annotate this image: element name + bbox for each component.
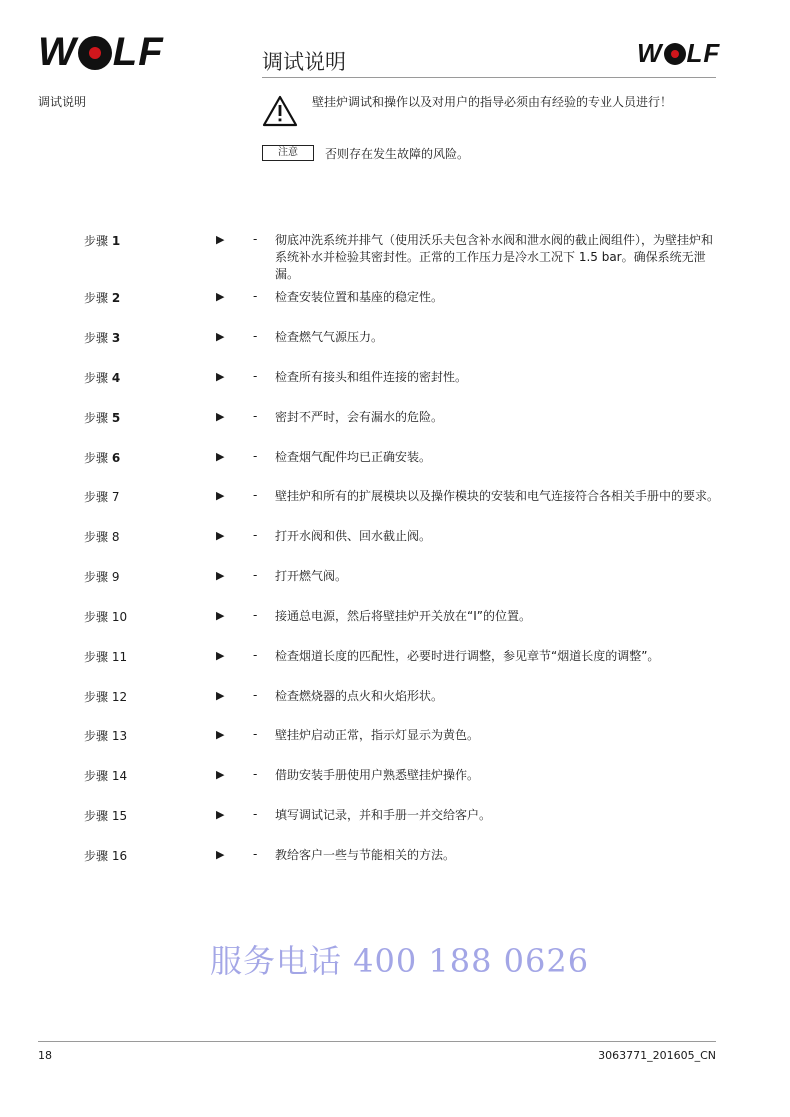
step-prefix: 步骤 bbox=[84, 729, 112, 743]
step-prefix: 步骤 bbox=[84, 610, 112, 624]
step-label bbox=[84, 847, 127, 864]
header-divider bbox=[262, 77, 716, 78]
step-label bbox=[84, 369, 120, 386]
step-arrow-icon: ▶ bbox=[216, 330, 225, 343]
step-number: 7 bbox=[111, 490, 120, 504]
note-text: 否则存在发生故障的风险。 bbox=[325, 147, 470, 161]
step-arrow-icon: ▶ bbox=[216, 649, 225, 662]
step-number: 11 bbox=[111, 650, 128, 664]
step-prefix: 步骤 bbox=[84, 650, 112, 664]
step-label bbox=[84, 608, 127, 625]
step-arrow-icon: ▶ bbox=[216, 489, 225, 502]
logo-text-w: W bbox=[38, 30, 77, 74]
step-text: 检查安装位置和基座的稳定性。 bbox=[275, 290, 444, 304]
step-text: 彻底冲洗系统并排气（使用沃乐夫包含补水阀和泄水阀的截止阀组件），为壁挂炉和系统补水并检验其密封性。正常的工作压力是冷水工况下 1.5 bar。确保系统无泄漏。 bbox=[275, 233, 714, 281]
step-arrow-icon: ▶ bbox=[216, 848, 225, 861]
step-arrow-icon: ▶ bbox=[216, 529, 225, 542]
step-text: 填写调试记录，并和手册一并交给客户。 bbox=[275, 808, 492, 822]
step-label bbox=[84, 409, 120, 426]
warning-text: 壁挂炉调试和操作以及对用户的指导必须由有经验的专业人员进行！ bbox=[312, 95, 673, 109]
step-dash: - bbox=[253, 409, 258, 423]
step-text: 检查烟道长度的匹配性，必要时进行调整，参见章节“烟道长度的调整”。 bbox=[275, 649, 660, 663]
step-label bbox=[84, 648, 127, 665]
step-label bbox=[84, 727, 127, 744]
step-prefix: 步骤 bbox=[84, 809, 112, 823]
step-text: 壁挂炉和所有的扩展模块以及操作模块的安装和电气连接符合各相关手册中的要求。 bbox=[275, 489, 720, 503]
step-number: 3 bbox=[111, 331, 121, 345]
step-dash: - bbox=[253, 727, 258, 741]
step-text: 检查燃气气源压力。 bbox=[275, 330, 384, 344]
step-dash: - bbox=[253, 847, 258, 861]
step-prefix: 步骤 bbox=[84, 570, 112, 584]
step-prefix: 步骤 bbox=[84, 690, 112, 704]
step-dash: - bbox=[253, 608, 258, 622]
service-phone-watermark: 服务电话 400 188 0626 bbox=[210, 942, 590, 980]
step-dash: - bbox=[253, 568, 258, 582]
step-dash: - bbox=[253, 369, 258, 383]
footer-divider bbox=[38, 1041, 716, 1042]
logo-small-o-mark bbox=[664, 43, 686, 65]
step-text: 打开燃气阀。 bbox=[275, 569, 348, 583]
step-number: 10 bbox=[111, 610, 128, 624]
step-prefix: 步骤 bbox=[84, 530, 112, 544]
step-number: 13 bbox=[111, 729, 128, 743]
step-arrow-icon: ▶ bbox=[216, 689, 225, 702]
step-prefix: 步骤 bbox=[84, 451, 112, 465]
step-text: 检查烟气配件均已正确安装。 bbox=[275, 450, 432, 464]
logo-text-lf: LF bbox=[112, 30, 164, 74]
step-number: 9 bbox=[111, 570, 120, 584]
step-arrow-icon: ▶ bbox=[216, 808, 225, 821]
step-dash: - bbox=[253, 528, 258, 542]
step-arrow-icon: ▶ bbox=[216, 569, 225, 582]
step-prefix: 步骤 bbox=[84, 769, 112, 783]
step-text: 密封不严时，会有漏水的危险。 bbox=[275, 410, 444, 424]
step-dash: - bbox=[253, 232, 258, 246]
step-arrow-icon: ▶ bbox=[216, 609, 225, 622]
step-number: 6 bbox=[111, 451, 121, 465]
step-label bbox=[84, 767, 127, 784]
step-label bbox=[84, 488, 119, 505]
step-dash: - bbox=[253, 688, 258, 702]
step-text: 教给客户一些与节能相关的方法。 bbox=[275, 848, 456, 862]
step-dash: - bbox=[253, 488, 258, 502]
page-number: 18 bbox=[38, 1049, 52, 1062]
logo-o-mark bbox=[78, 36, 112, 70]
step-label bbox=[84, 449, 120, 466]
step-text: 接通总电源，然后将壁挂炉开关放在“Ⅰ”的位置。 bbox=[275, 609, 531, 623]
step-dash: - bbox=[253, 329, 258, 343]
step-prefix: 步骤 bbox=[84, 331, 112, 345]
step-prefix: 步骤 bbox=[84, 234, 112, 248]
step-arrow-icon: ▶ bbox=[216, 233, 225, 246]
section-label: 调试说明 bbox=[38, 95, 87, 109]
step-label bbox=[84, 289, 120, 306]
step-arrow-icon: ▶ bbox=[216, 290, 225, 303]
step-arrow-icon: ▶ bbox=[216, 768, 225, 781]
step-label bbox=[84, 329, 120, 346]
step-text: 壁挂炉启动正常，指示灯显示为黄色。 bbox=[275, 728, 480, 742]
step-text: 打开水阀和供、回水截止阀。 bbox=[275, 529, 432, 543]
wolf-logo bbox=[38, 30, 164, 75]
step-number: 15 bbox=[111, 809, 128, 823]
step-dash: - bbox=[253, 807, 258, 821]
step-label bbox=[84, 232, 120, 249]
step-label bbox=[84, 688, 127, 705]
step-number: 5 bbox=[111, 411, 121, 425]
step-dash: - bbox=[253, 767, 258, 781]
step-dash: - bbox=[253, 449, 258, 463]
step-prefix: 步骤 bbox=[84, 291, 112, 305]
step-prefix: 步骤 bbox=[84, 490, 112, 504]
logo-small-text-w: W bbox=[637, 38, 663, 68]
step-text: 检查所有接头和组件连接的密封性。 bbox=[275, 370, 468, 384]
step-label bbox=[84, 807, 127, 824]
step-prefix: 步骤 bbox=[84, 371, 112, 385]
step-arrow-icon: ▶ bbox=[216, 410, 225, 423]
step-arrow-icon: ▶ bbox=[216, 450, 225, 463]
step-arrow-icon: ▶ bbox=[216, 370, 225, 383]
step-label bbox=[84, 568, 119, 585]
step-prefix: 步骤 bbox=[84, 411, 112, 425]
step-arrow-icon: ▶ bbox=[216, 728, 225, 741]
step-number: 14 bbox=[111, 769, 128, 783]
step-number: 4 bbox=[111, 371, 121, 385]
step-dash: - bbox=[253, 648, 258, 662]
warning-triangle-icon bbox=[262, 95, 298, 127]
step-number: 12 bbox=[111, 690, 128, 704]
step-text: 借助安装手册使用户熟悉壁挂炉操作。 bbox=[275, 768, 480, 782]
wolf-logo-small bbox=[637, 38, 720, 69]
step-number: 16 bbox=[111, 849, 128, 863]
step-prefix: 步骤 bbox=[84, 849, 112, 863]
step-number: 8 bbox=[111, 530, 120, 544]
step-number: 1 bbox=[111, 234, 121, 248]
page-title: 调试说明 bbox=[262, 50, 346, 74]
logo-small-text-lf: LF bbox=[686, 38, 721, 68]
step-dash: - bbox=[253, 289, 258, 303]
step-text: 检查燃烧器的点火和火焰形状。 bbox=[275, 689, 444, 703]
step-label bbox=[84, 528, 119, 545]
document-code: 3063771_201605_CN bbox=[598, 1049, 716, 1062]
step-number: 2 bbox=[111, 291, 121, 305]
note-badge: 注意 bbox=[262, 145, 314, 161]
